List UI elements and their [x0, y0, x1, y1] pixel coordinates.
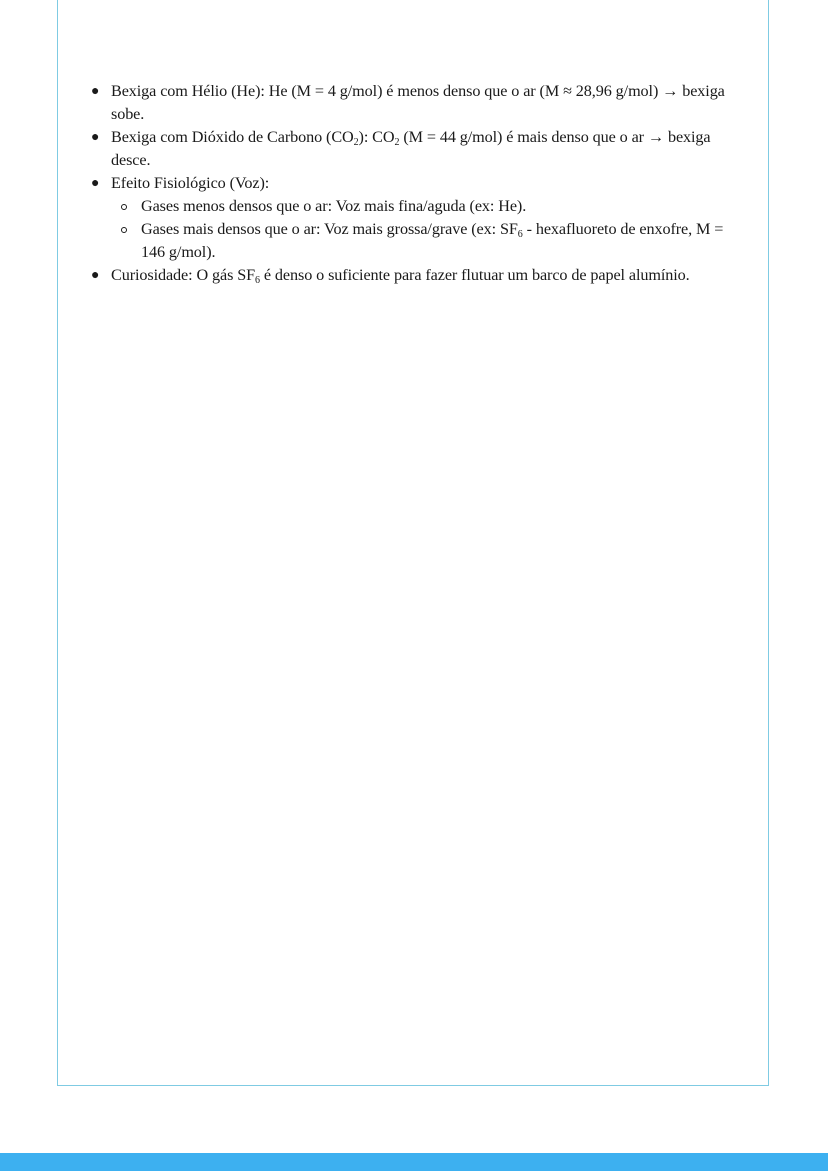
subscript: 6 [517, 229, 523, 240]
subscript: 2 [353, 137, 359, 148]
list-item-text: ): CO [358, 128, 395, 146]
bullet-list [90, 80, 750, 287]
sub-list-item-text: - hexafluoreto de enxofre, M = 146 g/mol). [141, 220, 724, 261]
sub-list-item-text: Gases menos densos que o ar: Voz mais fina/aguda (ex: He). [141, 197, 527, 215]
bullet-icon: ● [91, 84, 100, 99]
list-item-text: (M = 44 g/mol) é mais denso que o ar → bexiga desce. [111, 128, 711, 169]
bullet-icon: ● [91, 268, 100, 283]
circle-bullet-icon [121, 204, 127, 210]
list-item-text: Curiosidade: O gás SF [111, 266, 256, 284]
footer-bar [0, 1153, 828, 1171]
list-item-text: Efeito Fisiológico (Voz): [111, 174, 270, 192]
list-item-helio-balloon [90, 80, 750, 126]
sub-bullet-list [111, 195, 750, 264]
bullet-icon: ● [91, 176, 100, 191]
list-item-curiosity [90, 264, 750, 287]
bullet-icon: ● [91, 130, 100, 145]
list-item-text: Bexiga com Dióxido de Carbono (CO [111, 128, 354, 146]
circle-bullet-icon [121, 227, 127, 233]
sub-list-item-text: Gases mais densos que o ar: Voz mais grossa/grave (ex: SF [141, 220, 518, 238]
subscript: 2 [394, 137, 400, 148]
list-item-physiological-effect [90, 172, 750, 264]
list-item-text: é denso o suficiente para fazer flutuar um barco de papel alumínio. [259, 266, 690, 284]
list-item-co2-balloon [90, 126, 750, 172]
document-content [90, 80, 750, 287]
list-item-text: Bexiga com Hélio (He): He (M = 4 g/mol) é menos denso que o ar (M ≈ 28,96 g/mol) → bexiga sobe. [111, 82, 725, 123]
sub-list-item-less-dense [119, 195, 750, 218]
subscript: 6 [255, 275, 260, 286]
sub-list-item-more-dense [119, 218, 750, 264]
